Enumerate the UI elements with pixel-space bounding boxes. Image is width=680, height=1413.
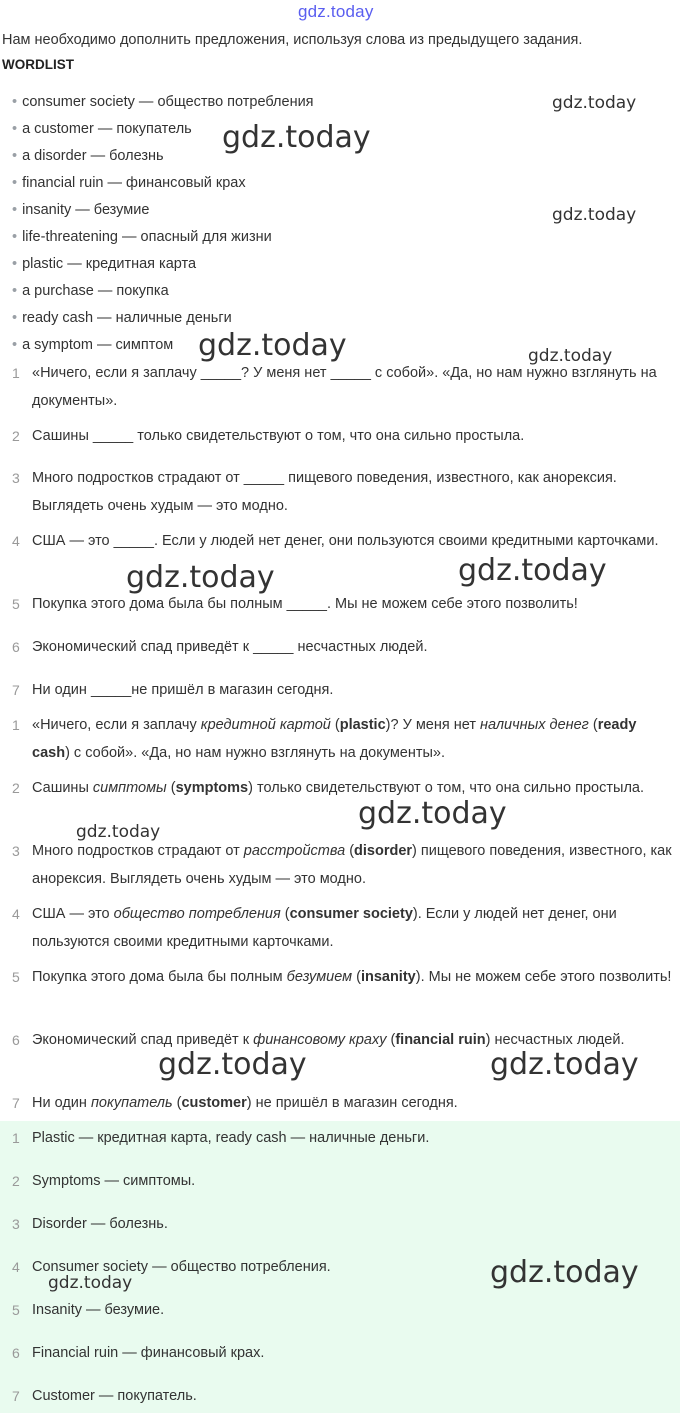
wordlist-item-text: ready cash — наличные деньги — [22, 310, 232, 326]
answer-text — [32, 774, 672, 802]
blank-sentence-number: 4 — [12, 533, 20, 549]
summary-item-number: 1 — [12, 1130, 20, 1146]
wordlist-item-text: a purchase — покупка — [22, 283, 169, 299]
answer-fragment: ( — [280, 906, 290, 922]
summary-item-number: 6 — [12, 1345, 20, 1361]
watermark: gdz.today — [76, 822, 161, 842]
answer-fragment: ). Если у людей нет денег, они пользуются своими кредитными карточками. — [32, 906, 617, 950]
wordlist-item-text: a customer — покупатель — [22, 121, 192, 137]
wordlist-item-text: a disorder — болезнь — [22, 148, 164, 164]
wordlist-item-text: consumer society — общество потребления — [22, 94, 314, 110]
answer-number: 5 — [12, 969, 20, 985]
answer-fragment: ). Мы не можем себе этого позволить! — [415, 969, 672, 985]
summary-item-text: Insanity — безумие. — [32, 1302, 165, 1318]
summary-item-number: 4 — [12, 1259, 20, 1275]
answer-english-term: plastic — [339, 717, 386, 733]
summary-item-text: Symptoms — симптомы. — [32, 1173, 196, 1189]
blank-sentence-number: 7 — [12, 682, 20, 698]
bullet-icon: • — [12, 94, 18, 110]
answer-english-term: financial ruin — [395, 1032, 486, 1048]
answer-text — [32, 837, 672, 893]
answer-text — [32, 900, 672, 956]
answer-fragment: ) только свидетельствуют о том, что она сильно простыла. — [248, 780, 644, 796]
answer-number: 7 — [12, 1095, 20, 1111]
answer-number: 3 — [12, 843, 20, 859]
watermark: gdz.today — [490, 1255, 639, 1290]
task-intro: Нам необходимо дополнить предложения, используя слова из предыдущего задания. — [2, 32, 583, 48]
wordlist-item-text: a symptom — симптом — [22, 337, 174, 353]
answer-fragment: Много подростков страдают от — [32, 843, 244, 859]
bullet-icon: • — [12, 175, 18, 191]
summary-item-number: 2 — [12, 1173, 20, 1189]
bullet-icon: • — [12, 121, 18, 137]
watermark: gdz.today — [126, 560, 275, 595]
wordlist-item — [12, 256, 314, 283]
answer-fragment: ( — [352, 969, 361, 985]
answer-english-term: consumer society — [289, 906, 413, 922]
answer-fragment: США — это — [32, 906, 114, 922]
watermark: gdz.today — [552, 205, 637, 225]
blank-sentence-number: 5 — [12, 596, 20, 612]
bullet-icon: • — [12, 256, 18, 272]
summary-item-text: Financial ruin — финансовый крах. — [32, 1345, 265, 1361]
answer-fragment: Сашины — [32, 780, 93, 796]
watermark: gdz.today — [198, 328, 347, 363]
wordlist-item — [12, 229, 314, 256]
answer-translation: кредитной картой — [200, 717, 331, 733]
answer-translation: общество потребления — [113, 906, 281, 922]
blank-sentence-text: Сашины _____ только свидетельствуют о том, что она сильно простыла. — [32, 428, 525, 444]
blank-sentence-number: 3 — [12, 470, 20, 486]
answer-text — [32, 711, 672, 767]
watermark-top: gdz.today — [298, 2, 374, 21]
wordlist-item-text: insanity — безумие — [22, 202, 150, 218]
blank-sentence-text: «Ничего, если я заплачу _____? У меня нет _____ с собой». «Да, но нам нужно взглянуть на документы». — [32, 365, 657, 409]
watermark: gdz.today — [490, 1047, 639, 1082]
answer-english-term: symptoms — [175, 780, 249, 796]
blank-sentence-text: Покупка этого дома была бы полным _____. Мы не можем себе этого позволить! — [32, 596, 578, 612]
wordlist-item — [12, 202, 314, 229]
wordlist-item — [12, 94, 314, 121]
answer-fragment: ) не пришёл в магазин сегодня. — [246, 1095, 458, 1111]
bullet-icon: • — [12, 310, 18, 326]
answer-fragment: Ни один — [32, 1095, 91, 1111]
watermark: gdz.today — [358, 796, 507, 831]
summary-item-text: Customer — покупатель. — [32, 1388, 197, 1404]
answer-text — [32, 963, 672, 991]
blank-sentence-number: 6 — [12, 639, 20, 655]
bullet-icon: • — [12, 148, 18, 164]
answer-translation: расстройства — [243, 843, 346, 859]
wordlist-item-text: life-threatening — опасный для жизни — [22, 229, 272, 245]
answer-fragment: ( — [386, 1032, 396, 1048]
blank-sentence-text: Много подростков страдают от _____ пищевого поведения, известного, как анорексия. Выглядеть очень худым — это модно. — [32, 470, 617, 514]
bullet-icon: • — [12, 337, 18, 353]
bullet-icon: • — [12, 202, 18, 218]
summary-item-text: Plastic — кредитная карта, ready cash — наличные деньги. — [32, 1130, 430, 1146]
answer-english-term: disorder — [354, 843, 413, 859]
answer-translation: наличных денег — [480, 717, 589, 733]
blank-sentence-number: 2 — [12, 428, 20, 444]
answer-fragment: ( — [345, 843, 355, 859]
summary-item-number: 3 — [12, 1216, 20, 1232]
answer-fragment: ( — [166, 780, 176, 796]
answer-fragment: ( — [588, 717, 598, 733]
answer-translation: покупатель — [90, 1095, 173, 1111]
wordlist-item — [12, 283, 314, 310]
answer-fragment: ( — [172, 1095, 182, 1111]
answer-english-term: customer — [181, 1095, 247, 1111]
wordlist-item-text: financial ruin — финансовый крах — [22, 175, 246, 191]
blank-sentence-text: Экономический спад приведёт к _____ несчастных людей. — [32, 639, 428, 655]
answer-number: 2 — [12, 780, 20, 796]
answer-translation: безумием — [286, 969, 353, 985]
answer-fragment: Экономический спад приведёт к — [32, 1032, 254, 1048]
answer-fragment: ) несчастных людей. — [485, 1032, 625, 1048]
answer-fragment: )? У меня нет — [385, 717, 480, 733]
answer-text — [32, 1089, 672, 1117]
answer-number: 1 — [12, 717, 20, 733]
answer-fragment: ( — [330, 717, 340, 733]
answer-fragment: Покупка этого дома была бы полным — [32, 969, 287, 985]
watermark: gdz.today — [222, 120, 371, 155]
watermark: gdz.today — [458, 553, 607, 588]
watermark: gdz.today — [48, 1273, 133, 1293]
bullet-icon: • — [12, 283, 18, 299]
watermark: gdz.today — [158, 1047, 307, 1082]
wordlist-item — [12, 175, 314, 202]
answer-fragment: ) с собой». «Да, но нам нужно взглянуть на документы». — [65, 745, 446, 761]
answer-fragment: ) пищевого поведения, известного, как анорексия. Выглядеть очень худым — это модно. — [32, 843, 672, 887]
blank-sentence-text: США — это _____. Если у людей нет денег, они пользуются своими кредитными карточками. — [32, 533, 659, 549]
summary-item-number: 7 — [12, 1388, 20, 1404]
wordlist-item-text: plastic — кредитная карта — [22, 256, 197, 272]
answer-number: 4 — [12, 906, 20, 922]
answer-translation: финансовому краху — [253, 1032, 387, 1048]
bullet-icon: • — [12, 229, 18, 245]
answer-translation: симптомы — [92, 780, 167, 796]
summary-item-number: 5 — [12, 1302, 20, 1318]
blank-sentence-number: 1 — [12, 365, 20, 381]
watermark: gdz.today — [552, 93, 637, 113]
wordlist-title: WORDLIST — [2, 57, 74, 72]
answer-fragment: «Ничего, если я заплачу — [32, 717, 201, 733]
summary-item-text: Consumer society — общество потребления. — [32, 1259, 331, 1275]
blank-sentence-text: Ни один _____не пришёл в магазин сегодня. — [32, 682, 334, 698]
summary-item-text: Disorder — болезнь. — [32, 1216, 168, 1232]
watermark: gdz.today — [528, 346, 613, 366]
answer-english-term: insanity — [360, 969, 416, 985]
answer-number: 6 — [12, 1032, 20, 1048]
answer-english-term: ready cash — [32, 717, 637, 761]
